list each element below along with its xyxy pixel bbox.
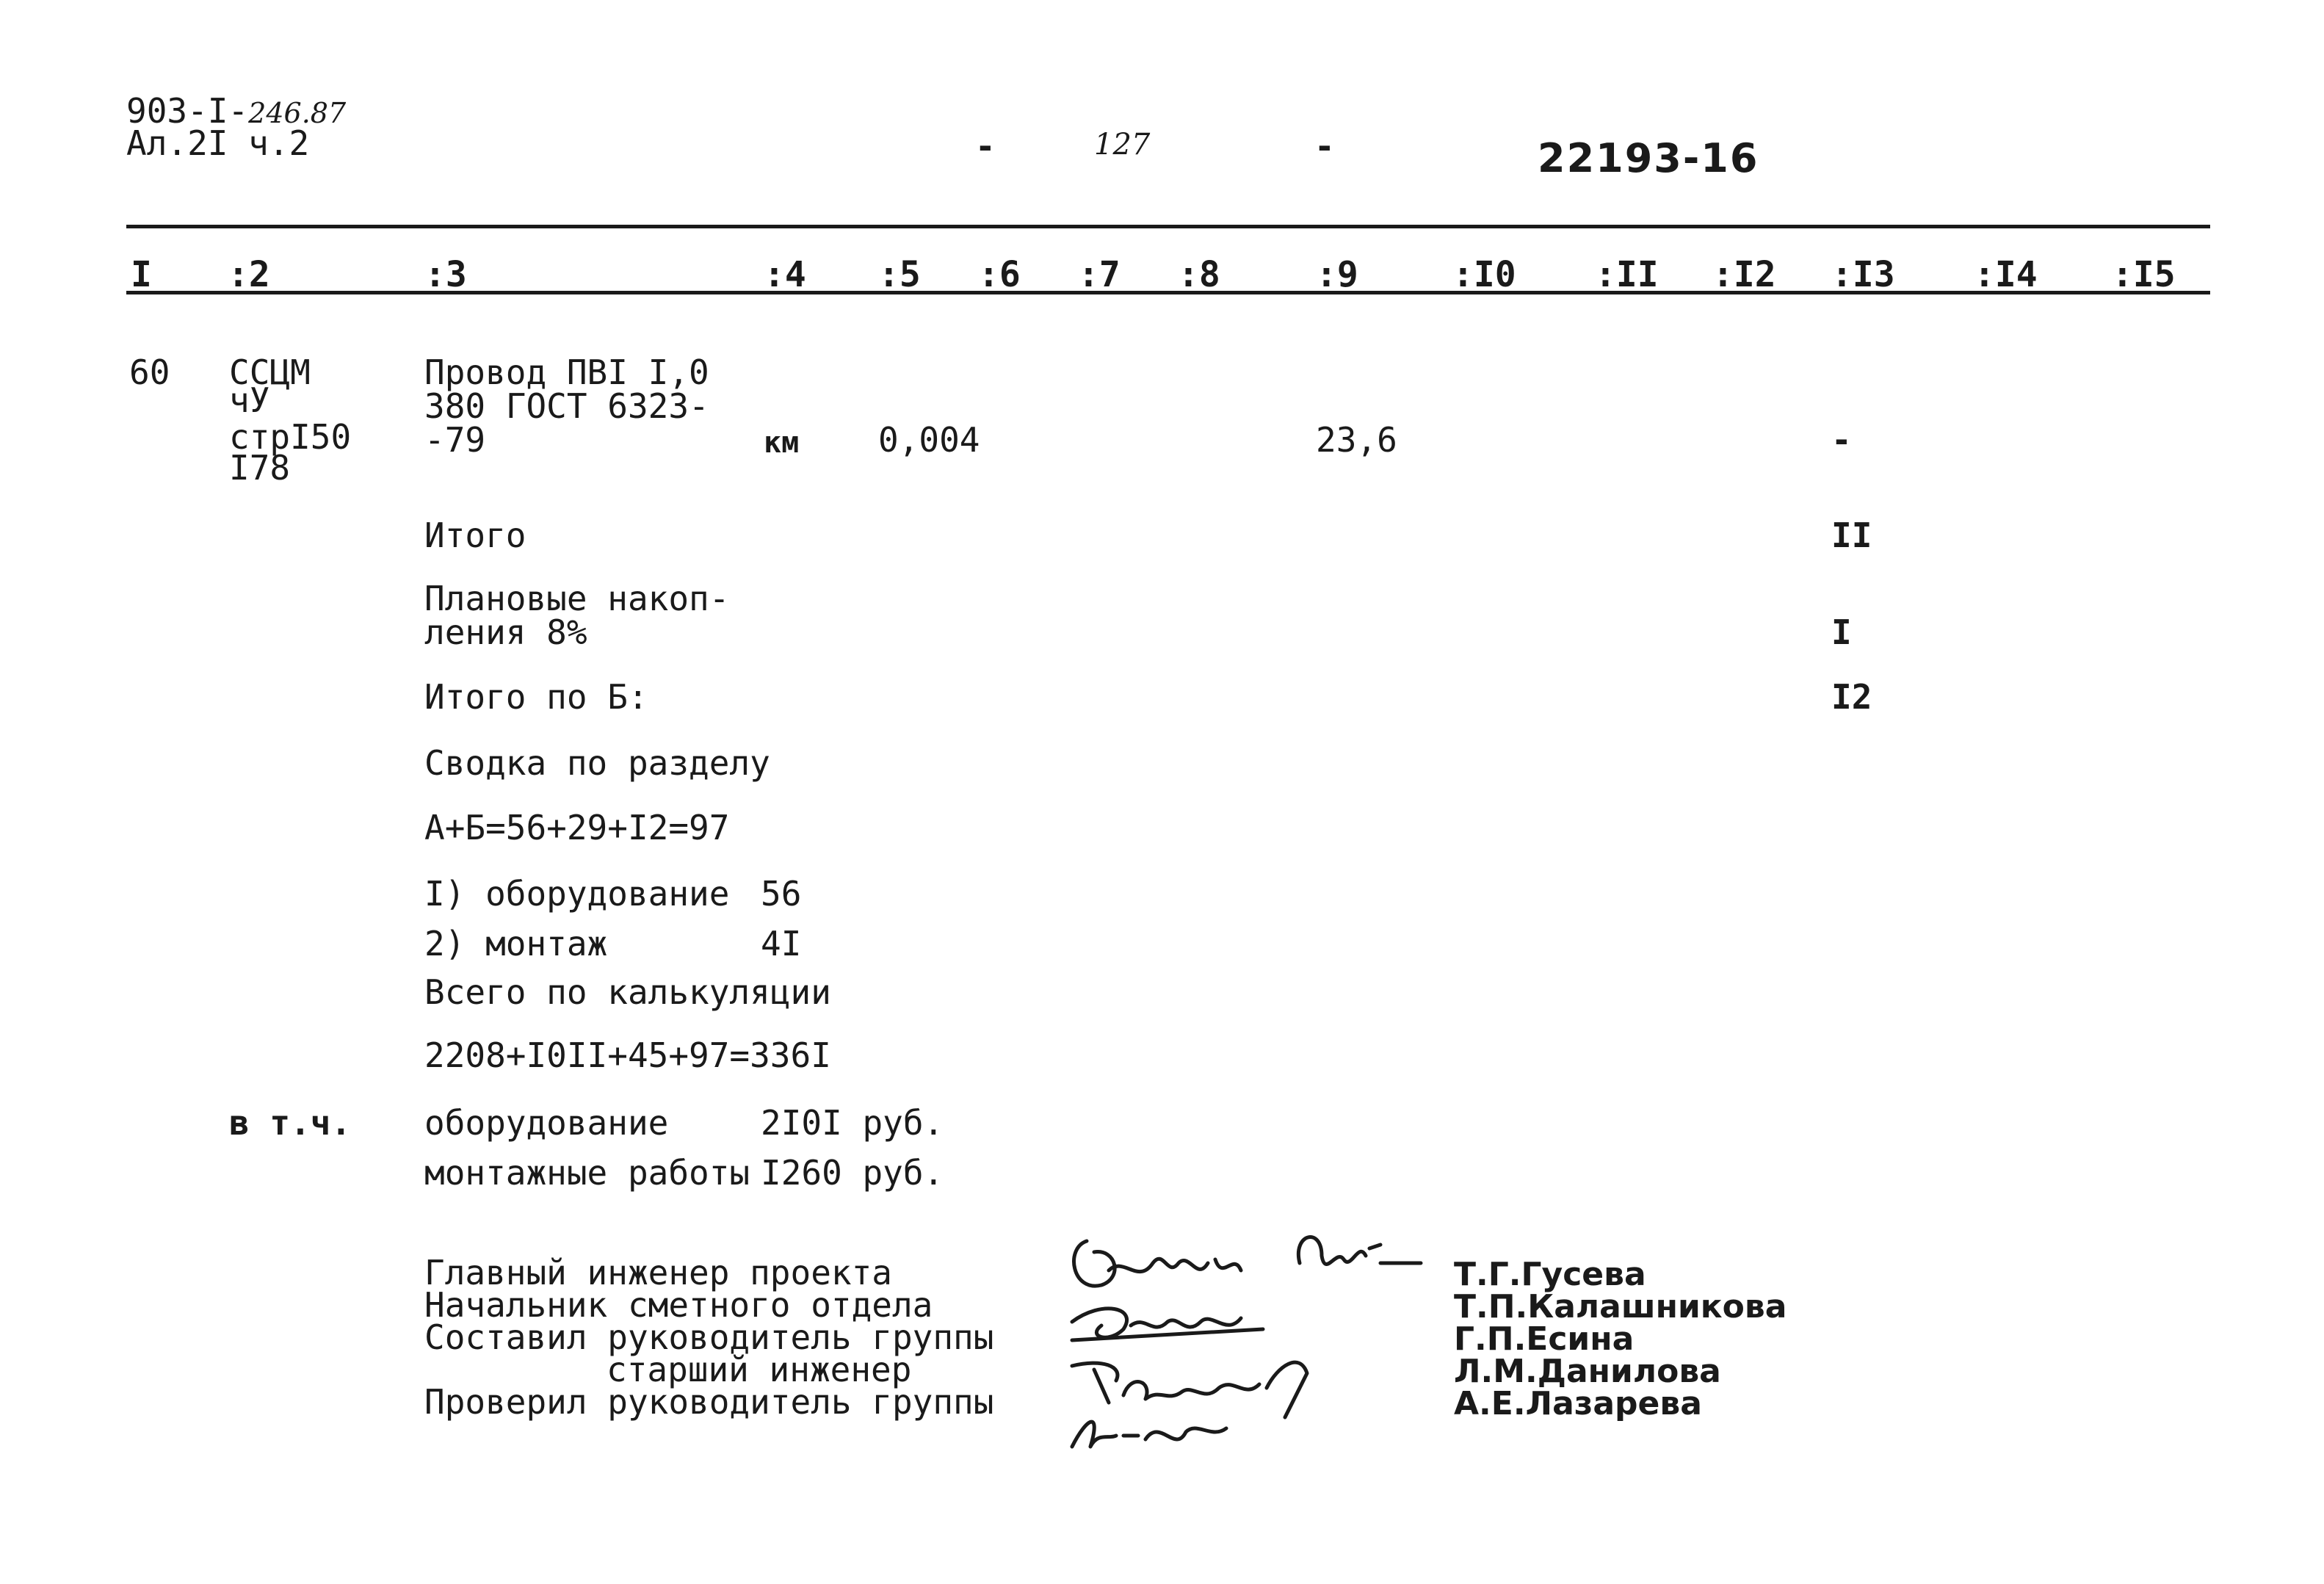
name-lazareva: А.Е.Лазарева bbox=[1454, 1385, 1702, 1422]
col-header-9: :9 bbox=[1316, 254, 1358, 295]
name-kalashnikova: Т.П.Калашникова bbox=[1454, 1288, 1787, 1326]
unit: км bbox=[764, 426, 800, 460]
signature-3 bbox=[1072, 1362, 1307, 1417]
role-chief-engineer: Главный инженер проекта bbox=[424, 1253, 892, 1292]
top-rule bbox=[126, 225, 2210, 228]
col-header-13: :I3 bbox=[1831, 254, 1895, 295]
ref-line-4: I78 bbox=[229, 448, 291, 488]
dash-right: - bbox=[1314, 126, 1335, 166]
col-header-7: :7 bbox=[1078, 254, 1121, 295]
col-header-14: :I4 bbox=[1974, 254, 2038, 295]
col-header-5: :5 bbox=[878, 254, 921, 295]
role-compiled-group-lead: Составил руководитель группы bbox=[424, 1317, 994, 1357]
including-label: в т.ч. bbox=[229, 1103, 352, 1143]
col-header-2: :2 bbox=[228, 254, 270, 295]
dash-left: - bbox=[975, 126, 996, 166]
col-header-10: :I0 bbox=[1452, 254, 1516, 295]
doc-code-prefix: 903-I- bbox=[126, 91, 249, 131]
plan-label-line-2: ления 8% bbox=[424, 612, 587, 652]
itogo-b-label: Итого по Б: bbox=[424, 677, 648, 717]
install-value: I260 руб. bbox=[761, 1153, 944, 1193]
name-esina: Г.П.Есина bbox=[1454, 1320, 1635, 1358]
plan-label-line-1: Плановые накоп- bbox=[424, 579, 730, 618]
col-header-4: :4 bbox=[764, 254, 806, 295]
col-header-12: :I2 bbox=[1712, 254, 1776, 295]
row-number: 60 bbox=[129, 352, 170, 392]
summary-item-2-label: 2) монтаж bbox=[424, 924, 608, 963]
calc-formula: 2208+I0II+45+97=336I bbox=[424, 1035, 831, 1075]
signature-2 bbox=[1072, 1309, 1263, 1340]
row-total: - bbox=[1831, 420, 1852, 460]
summary-item-1-value: 56 bbox=[761, 874, 802, 914]
name-gusev: Т.Г.Гусева bbox=[1454, 1256, 1646, 1293]
install-label: монтажные работы bbox=[424, 1153, 750, 1193]
ref-line-1: ССЦМ bbox=[229, 352, 311, 392]
summary-title: Сводка по разделу bbox=[424, 743, 770, 783]
quantity: 0,004 bbox=[878, 420, 980, 460]
doc-code-handwritten: 246.87 bbox=[248, 97, 347, 129]
col-header-3: :3 bbox=[424, 254, 467, 295]
itogo-b-value: I2 bbox=[1831, 677, 1872, 717]
role-checked-group-lead: Проверил руководитель группы bbox=[424, 1382, 994, 1422]
name-danilova: Л.М.Данилова bbox=[1454, 1353, 1721, 1390]
signature-4 bbox=[1072, 1422, 1226, 1447]
role-head-estimate-dept: Начальник сметного отдела bbox=[424, 1285, 933, 1325]
summary-formula: А+Б=56+29+I2=97 bbox=[424, 808, 730, 847]
item-name-line-2: 380 ГОСТ 6323- bbox=[424, 386, 709, 426]
summary-item-2-value: 4I bbox=[761, 924, 802, 963]
role-senior-engineer: старший инженер bbox=[607, 1350, 912, 1389]
col-header-8: :8 bbox=[1178, 254, 1220, 295]
page-number: 127 bbox=[1094, 128, 1151, 162]
equipment-label: оборудование bbox=[424, 1103, 669, 1143]
item-name-line-3: -79 bbox=[424, 420, 486, 460]
signature-1b bbox=[1298, 1237, 1421, 1265]
calc-title: Всего по калькуляции bbox=[424, 972, 831, 1012]
col-header-11: :II bbox=[1595, 254, 1659, 295]
equipment-value: 2I0I руб. bbox=[761, 1103, 944, 1143]
ref-line-3: стрI50 bbox=[229, 417, 352, 457]
col-header-15: :I5 bbox=[2112, 254, 2176, 295]
handwritten-signatures bbox=[1057, 1219, 1454, 1461]
stamp-number: 22193-16 bbox=[1538, 135, 1759, 181]
unit-price: 23,6 bbox=[1316, 420, 1397, 460]
item-name-line-1: Провод ПВI I,0 bbox=[424, 352, 709, 392]
summary-item-1-label: I) оборудование bbox=[424, 874, 730, 914]
col-header-1: I bbox=[131, 254, 152, 295]
col-header-6: :6 bbox=[978, 254, 1021, 295]
album-label: Ал.2I ч.2 bbox=[126, 123, 310, 163]
plan-value: I bbox=[1831, 612, 1852, 652]
itogo-value: II bbox=[1831, 516, 1872, 555]
ref-line-2: чУ bbox=[229, 380, 270, 420]
itogo-label: Итого bbox=[424, 516, 526, 555]
signature-1 bbox=[1074, 1241, 1241, 1286]
